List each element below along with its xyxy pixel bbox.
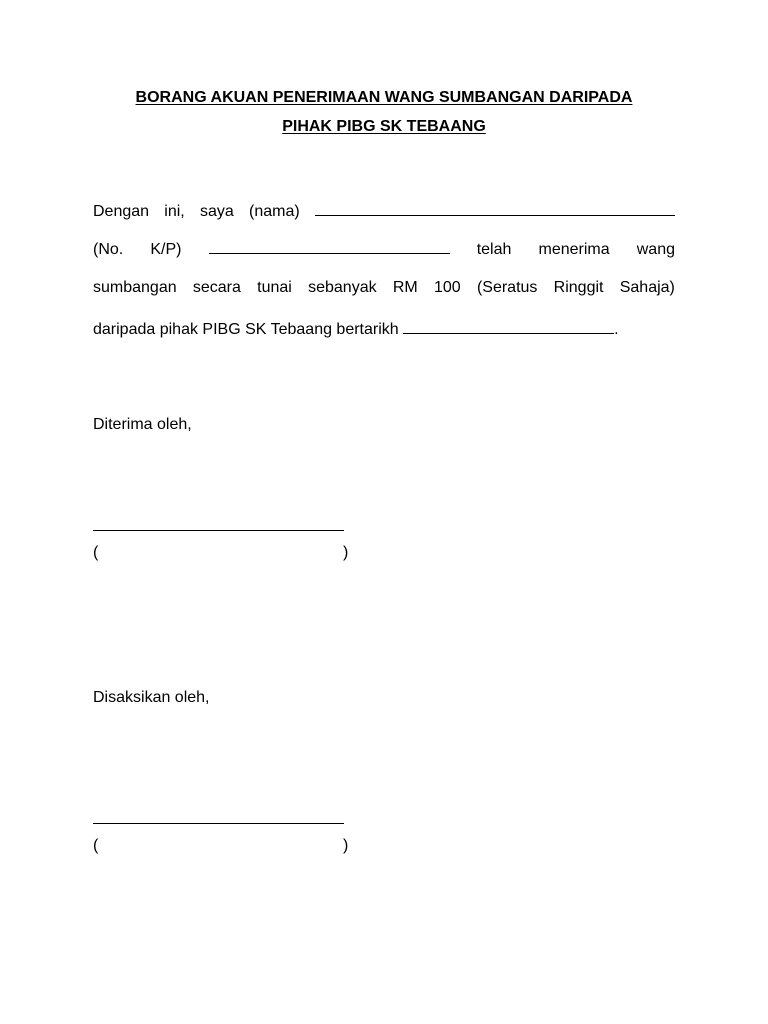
form-title-line-2: PIHAK PIBG SK TEBAANG [282, 118, 486, 135]
declaration-word: tunai [257, 279, 292, 296]
declaration-word: sebanyak [308, 279, 377, 296]
declaration-period: . [614, 321, 619, 338]
declaration-word: secara [192, 279, 241, 296]
witnessed-by-label: Disaksikan oleh, [93, 689, 210, 706]
declaration-word: (nama) [249, 203, 300, 220]
declaration-word: ini, [164, 203, 185, 220]
form-title-line-1: BORANG AKUAN PENERIMAAN WANG SUMBANGAN DARIPADA [135, 89, 633, 106]
witness-name-paren-open: ( [93, 837, 99, 854]
declaration-word: Dengan [93, 203, 150, 220]
declaration-text: daripada pihak PIBG SK Tebaang bertarikh [93, 321, 404, 338]
declaration-word: telah [476, 241, 512, 258]
receiver-name-paren-close: ) [343, 544, 349, 561]
witness-name-paren-close: ) [343, 837, 349, 854]
declaration-word: (Seratus [476, 279, 538, 296]
declaration-word: Ringgit [553, 279, 604, 296]
declaration-word: (No. [93, 241, 124, 258]
declaration-line-1 [93, 200, 675, 222]
receiver-name-paren-open: ( [93, 544, 99, 561]
declaration-word: saya [200, 203, 234, 220]
amount-value: 100 [434, 279, 461, 296]
declaration-word: K/P) [150, 241, 182, 258]
declaration-word: wang [636, 241, 675, 258]
received-by-label: Diterima oleh, [93, 416, 192, 433]
declaration-line-4 [93, 318, 675, 340]
name-blank-field[interactable] [315, 200, 675, 216]
date-blank-field[interactable] [403, 318, 614, 334]
declaration-line-2 [93, 238, 675, 260]
declaration-word: sumbangan [93, 279, 177, 296]
ic-number-blank-field[interactable] [209, 238, 450, 254]
witness-signature-line[interactable] [93, 823, 344, 824]
declaration-word: Sahaja) [619, 279, 675, 296]
receiver-signature-line[interactable] [93, 530, 344, 531]
declaration-word: RM [392, 279, 418, 296]
declaration-line-3 [93, 278, 675, 298]
declaration-word: menerima [538, 241, 610, 258]
